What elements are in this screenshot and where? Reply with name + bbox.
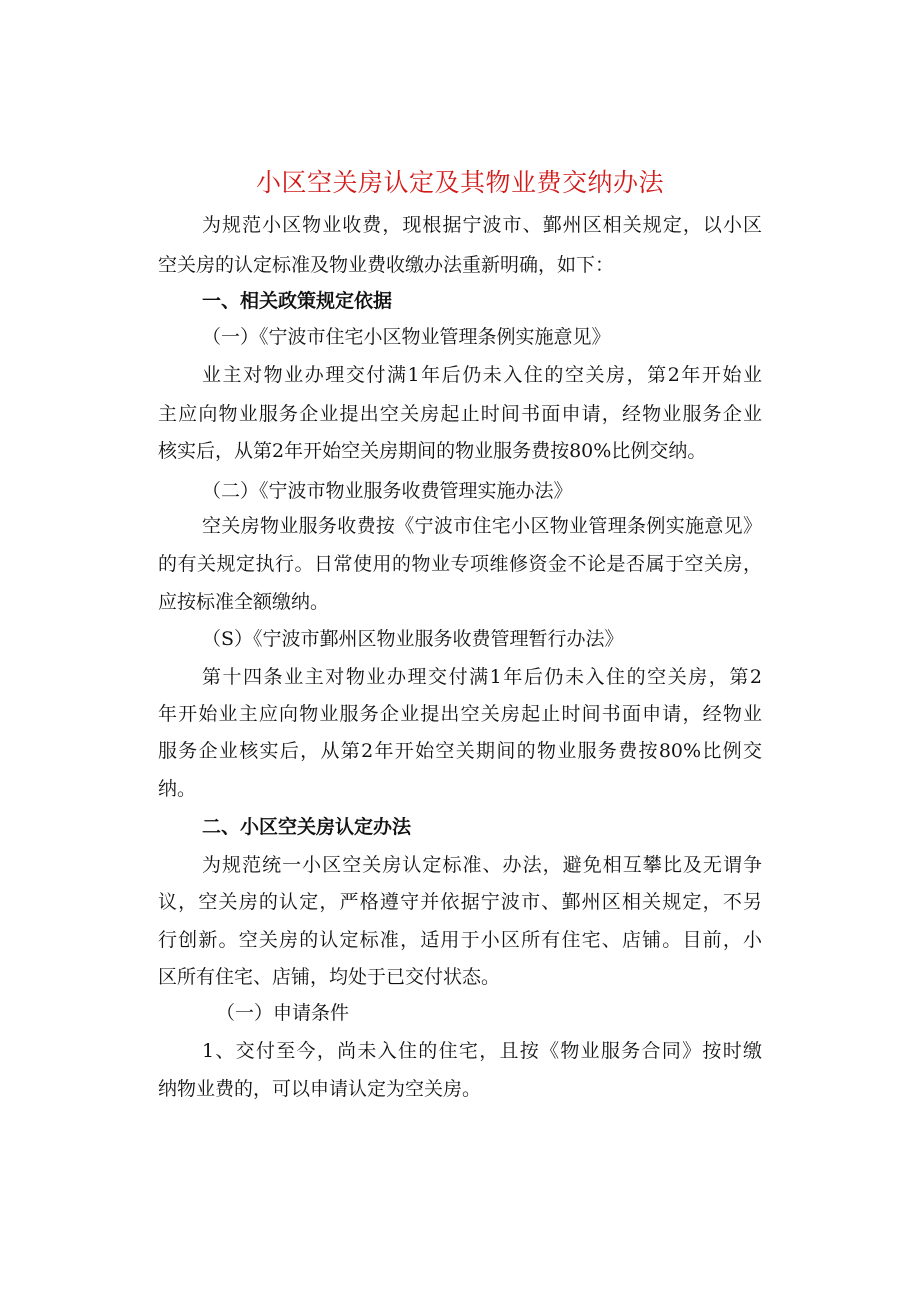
paragraph-line: 区所有住宅、店铺，均处于已交付状态。 (158, 966, 501, 988)
paragraph-line: 1、交付至今，尚未入住的住宅，且按《物业服务合同》按时缴 (202, 1040, 762, 1062)
section-heading: 一、相关政策规定依据 (202, 290, 393, 312)
subsection-heading: （S）《宁波市鄞州区物业服务收费管理暂行办法》 (202, 628, 624, 650)
paragraph-line: 纳。 (158, 778, 197, 800)
subsection-heading: （一）申请条件 (216, 1002, 350, 1024)
paragraph-line: 应按标准全额缴纳。 (158, 591, 330, 613)
section-heading: 二、小区空关房认定办法 (202, 816, 412, 838)
subsection-heading: （二）《宁波市物业服务收费管理实施办法》 (202, 480, 573, 502)
paragraph-line: 服务企业核实后，从第2年开始空关期间的物业服务费按80%比例交 (158, 740, 762, 762)
paragraph-line: 主应向物业服务企业提出空关房起止时间书面申请，经物业服务企业 (158, 403, 762, 425)
paragraph-line: 为规范统一小区空关房认定标准、办法，避免相互攀比及无谓争 (202, 854, 762, 876)
paragraph-line: 为规范小区物业收费，现根据宁波市、鄞州区相关规定，以小区 (202, 214, 762, 236)
paragraph-line: 议，空关房的认定，严格遵守并依据宁波市、鄞州区相关规定，不另 (158, 891, 762, 913)
paragraph-line: 第十四条业主对物业办理交付满1年后仍未入住的空关房，第2 (202, 666, 762, 688)
paragraph-line: 的有关规定执行。日常使用的物业专项维修资金不论是否属于空关房， (158, 553, 762, 575)
paragraph-line: 行创新。空关房的认定标准，适用于小区所有住宅、店铺。目前，小 (158, 929, 762, 951)
paragraph-line: 业主对物业办理交付满1年后仍未入住的空关房，第2年开始业 (202, 364, 762, 386)
paragraph-line: 纳物业费的，可以申请认定为空关房。 (158, 1078, 482, 1100)
document-title: 小区空关房认定及其物业费交纳办法 (255, 168, 664, 197)
subsection-heading: （一）《宁波市住宅小区物业管理条例实施意见》 (202, 326, 611, 348)
paragraph-line: 核实后，从第2年开始空关房期间的物业服务费按80%比例交纳。 (158, 440, 707, 462)
paragraph-line: 空关房的认定标准及物业费收缴办法重新明确，如下： (158, 254, 615, 276)
paragraph-line: 空关房物业服务收费按《宁波市住宅小区物业管理条例实施意见》 (202, 515, 762, 537)
paragraph-line: 年开始业主应向物业服务企业提出空关房起止时间书面申请，经物业 (158, 703, 762, 725)
